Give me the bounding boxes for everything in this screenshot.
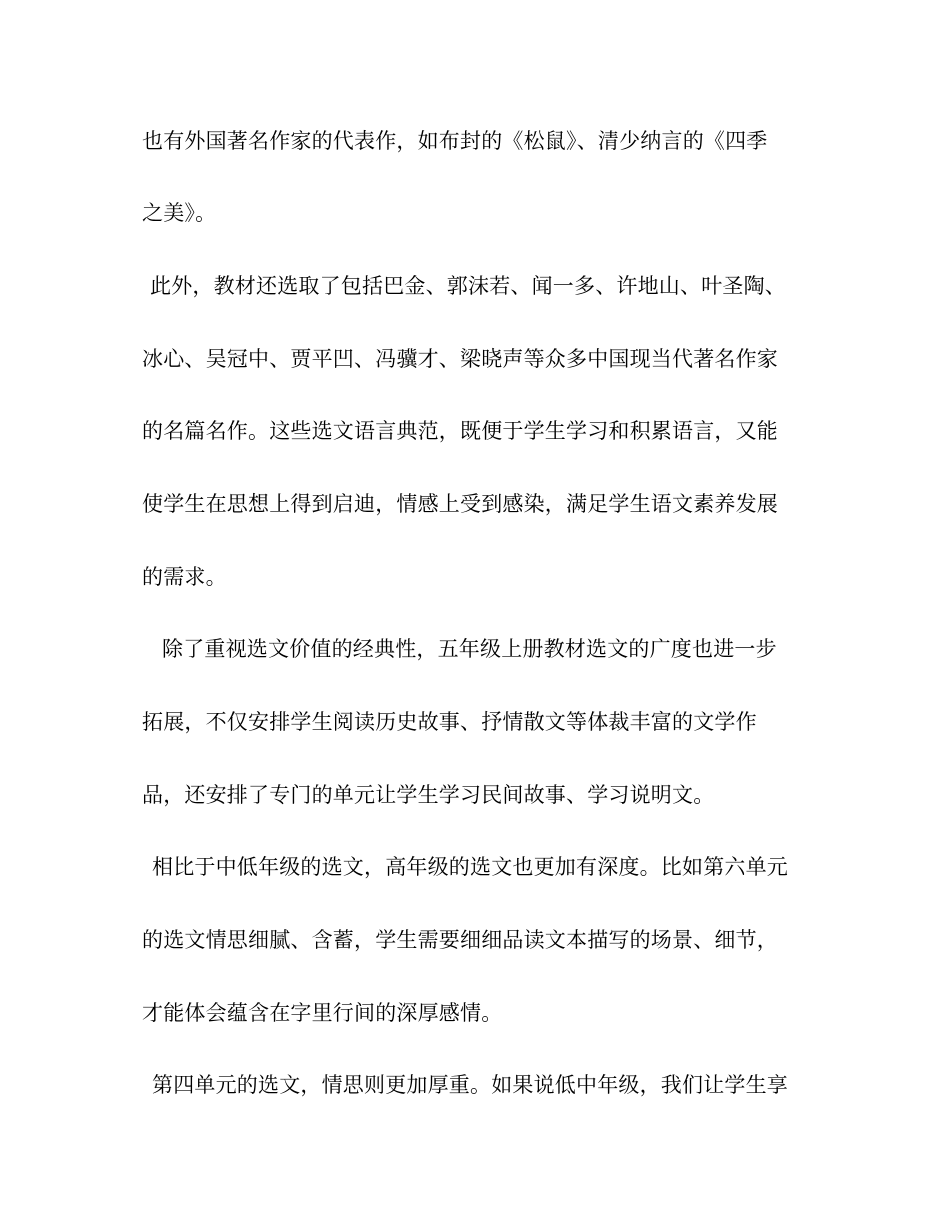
- text-line: 此外，教材还选取了包括巴金、郭沫若、闻一多、许地山、叶圣陶、: [150, 274, 786, 298]
- text-line: 冰心、吴冠中、贾平凹、冯骥才、梁晓声等众多中国现当代著名作家: [142, 347, 778, 371]
- text-line: 相比于中低年级的选文，高年级的选文也更加有深度。比如第六单元: [152, 855, 788, 879]
- text-line: 的选文情思细腻、含蓄，学生需要细细品读文本描写的场景、细节，: [142, 928, 778, 952]
- text-line: 的需求。: [142, 565, 227, 589]
- text-line: 第四单元的选文，情思则更加厚重。如果说低中年级，我们让学生享: [152, 1073, 788, 1097]
- text-line: 品，还安排了专门的单元让学生学习民间故事、学习说明文。: [142, 783, 715, 807]
- text-line: 的名篇名作。这些选文语言典范，既便于学生学习和积累语言，又能: [142, 419, 778, 443]
- text-line: 之美》。: [142, 201, 217, 225]
- text-line: 才能体会蕴含在字里行间的深厚感情。: [142, 1001, 503, 1025]
- text-line: 也有外国著名作家的代表作，如布封的《松鼠》、清少纳言的《四季: [142, 129, 768, 153]
- text-line: 使学生在思想上得到启迪，情感上受到感染，满足学生语文素养发展: [142, 492, 778, 516]
- text-line: 除了重视选文价值的经典性，五年级上册教材选文的广度也进一步: [162, 637, 777, 661]
- text-line: 拓展，不仅安排学生阅读历史故事、抒情散文等体裁丰富的文学作: [142, 710, 757, 734]
